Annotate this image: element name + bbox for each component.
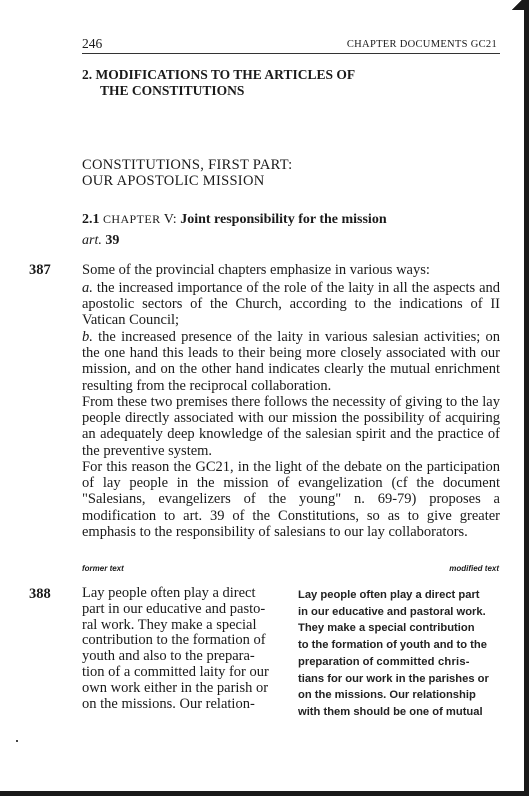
running-title: CHAPTER DOCUMENTS GC21 [346,39,497,50]
paragraph-number-387: 387 [29,262,51,278]
modified-line: They make a special contribution [298,622,475,635]
header-rule [82,53,500,54]
former-line: ral work. They make a special [82,616,257,633]
page-number: 246 [82,36,103,51]
former-text-column [82,586,282,712]
paragraph-387-para2: From these two premises there follows the necessity of giving to the lay people directly associated with our mission the possibility of acquiring an adequately deep knowledge of the salesian spirit and the practice of the preventive system. [82,394,500,459]
former-line: part in our educative and pasto- [82,600,266,617]
former-line: own work either in the parish or [82,679,269,696]
emphasis-new-words: tians [298,672,325,685]
former-line: tion of a committed laity for our [82,663,269,680]
item-b-text: the increased presence of the laity in various salesian activities; on the one hand this leads to their being more closely associated with our mission, and on the other hand indicates clearly the mutual enrichment resulting from the reciprocal collaboration. [82,329,500,394]
item-a-text: the increased importance of the role of the laity in all the aspects and apostolic sectors of the Church, according to the indications of II Vatican Council; [82,280,501,329]
paragraph-387-para3: For this reason the GC21, in the light of the debate on the participation of lay people in the mission of evangelization (cf the document "Salesians, evangelizers of the young" n. 69-79) proposes a modification to art. 39 of the Constitutions, so as to give greater emphasis to the responsibility of salesians to our lay collaborators. [82,459,500,540]
former-text-label: former text [82,564,124,573]
section-heading-line1: 2. MODIFICATIONS TO THE ARTICLES OF [82,67,356,82]
modified-line: in our educative and pastoral work. [298,605,486,618]
constitutions-title-line2: OUR APOSTOLIC MISSION [82,173,265,189]
modified-line: to the formation of youth and to the [298,639,487,652]
scan-speck [16,740,18,742]
chapter-title: Joint responsibility for the mission [180,212,387,227]
article-prefix: art. [82,233,102,248]
section-heading [82,67,355,99]
section-heading-line2: THE CONSTITUTIONS [100,83,245,98]
modified-line-part: preparation of [298,655,377,668]
emphasis-new-words: committed chris- [376,655,470,668]
modified-text-label: modified text [449,564,499,573]
scan-bottom-edge [0,791,529,796]
chapter-section-number: 2.1 [82,212,100,227]
modified-line-part: for our work in the parishes or [324,672,489,685]
modified-line: Lay people often play a direct part [298,589,480,601]
former-line: youth and also to the prepara- [82,648,255,665]
modified-text-column [298,587,500,721]
modified-line [298,671,500,688]
former-line: Lay people often play a direct [82,585,256,601]
article-number: 39 [105,233,120,248]
item-b-label: b. [82,329,93,345]
scan-edge [524,0,529,796]
modified-line: with them should be one of mutual [298,705,483,718]
paragraph-387-item-a [82,280,500,329]
constitutions-title [82,157,292,189]
paragraph-387-item-b [82,329,500,394]
chapter-heading [82,211,387,228]
former-line: contribution to the formation of [82,632,266,649]
paragraph-387-intro: Some of the provincial chapters emphasize in various ways: [82,262,430,278]
former-line: on the missions. Our relation- [82,695,255,712]
modified-line: on the missions. Our relationship [298,689,476,702]
item-a-label: a. [82,280,93,296]
modified-line [298,654,500,671]
paragraph-number-388: 388 [29,586,51,602]
constitutions-title-line1: CONSTITUTIONS, FIRST PART: [82,157,293,173]
chapter-number: V: [163,212,177,227]
scan-corner [510,0,524,10]
article-ref [82,233,119,249]
chapter-label: CHAPTER [103,212,161,226]
